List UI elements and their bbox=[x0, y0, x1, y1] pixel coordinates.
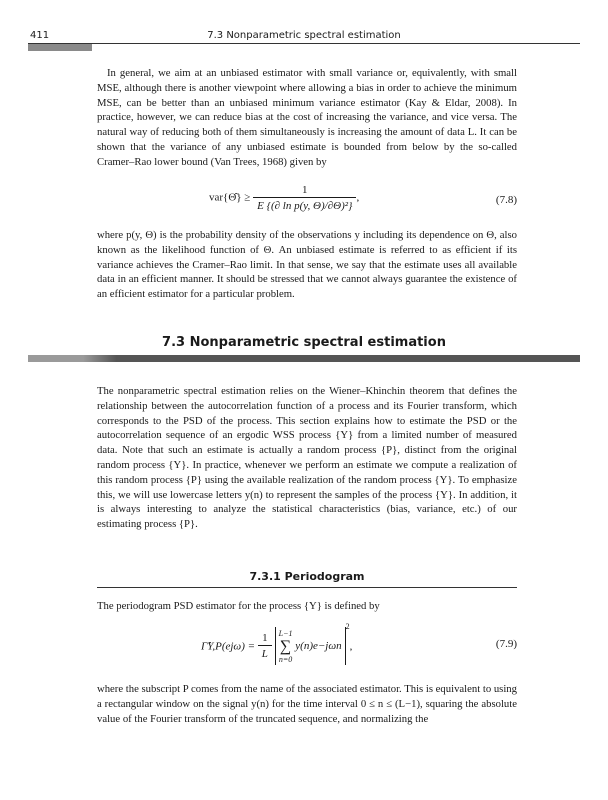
eq79-fraction bbox=[258, 632, 272, 660]
paragraph-likelihood bbox=[97, 228, 517, 302]
paragraph-periodogram-intro bbox=[97, 599, 517, 614]
eq78-tail: , bbox=[356, 191, 360, 204]
section-bar bbox=[28, 355, 580, 362]
paragraph-nonparametric bbox=[97, 384, 517, 532]
section-title: 7.3 Nonparametric spectral estimation bbox=[162, 335, 446, 350]
subsection-title: 7.3.1 Periodogram bbox=[249, 570, 365, 583]
header-tab-marker bbox=[28, 44, 92, 51]
eq79-sum-lower: n=0 bbox=[278, 654, 293, 664]
eq79-frac-num: 1 bbox=[258, 632, 272, 646]
sigma-icon: ∑ bbox=[279, 637, 292, 655]
eq78-fraction bbox=[253, 184, 356, 212]
eq79-summand: y(n)e−jωn bbox=[295, 640, 342, 653]
paragraph-text: The periodogram PSD estimator for the process {Y} is defined by bbox=[97, 600, 380, 612]
eq78-numerator: 1 bbox=[253, 184, 356, 198]
paragraph-periodogram-detail bbox=[97, 682, 517, 726]
subsection-rule bbox=[97, 587, 517, 588]
eq78-number: (7.8) bbox=[495, 194, 517, 206]
eq78-lhs: var{Θ̂} ≥ bbox=[209, 191, 251, 204]
eq79-tail: , bbox=[349, 640, 353, 653]
eq79-sum bbox=[279, 629, 293, 665]
eq79-frac-den: L bbox=[261, 648, 268, 661]
subsection-heading bbox=[97, 570, 517, 588]
page-header bbox=[28, 0, 580, 45]
paragraph-text: The nonparametric spectral estimation relies on the Wiener–Khinchin theorem that defines the relationship between the autocorrelation function of a process and its Fourier transform, which corresponds to the PSD of the process. This section explains how to estimate the PSD or the autocorrelation sequence of an ergodic WSS process {Y} from a limited number of measured data. Note that such an estimate is actually a random process {P}, distinct from the original random process {Y}. In practice, whenever we perform an estimate we compute a realization of this random process {P} using the available realization of the random process {Y}. To emphasize this, we will use lowercase letters y(n) to represent the samples of the process {Y}. In addition, it is always interesting to analyze the statistical characteristics (bias, variance, etc.) of our estimating process {P}. bbox=[97, 385, 517, 531]
eq78-denominator: E {(∂ ln p(y, Θ)/∂Θ)²} bbox=[257, 200, 353, 212]
eq79-lhs: Γ̂Y,P(ejω) = bbox=[201, 640, 256, 653]
paragraph-text: where the subscript P comes from the name of the associated estimator. This is equivalent to using a rectangular window on the signal y(n) for the time interval 0 ≤ n ≤ (L−1), squaring the absolute value of the Fourier transform of the truncated sequence, and normalizing the bbox=[97, 683, 517, 725]
page-number: 411 bbox=[30, 30, 50, 41]
eq79-number: (7.9) bbox=[495, 638, 517, 650]
eq79-sum-upper: L−1 bbox=[278, 628, 293, 638]
paragraph-text: In general, we aim at an unbiased estimator with small variance or, equivalently, with small MSE, although there is another viewpoint where allowing a bias in order to achieve the minimum MSE, can be better than an unbiased minimum variance estimator (Kay & Eldar, 2008). In practice, however, we can reduce bias at the cost of increasing the variance, and vice versa. The natural way of reducing both of them simultaneously is increasing the amount of data L. It can be shown that the variance of any unbiased estimate is bounded from below by the so-called Cramer–Rao lower bound (Van Trees, 1968) given by bbox=[97, 67, 517, 168]
running-head: 7.3 Nonparametric spectral estimation bbox=[207, 30, 401, 41]
eq79-power: 2 bbox=[345, 622, 350, 631]
eq79-absolute-value bbox=[275, 627, 346, 665]
paragraph-intro bbox=[97, 66, 517, 170]
equation-7-9 bbox=[97, 622, 517, 672]
paragraph-text: where p(y, Θ) is the probability density of the observations y including its dependence on Θ, also known as the likelihood function of Θ. An unbiased estimate is referred to as efficient if its variance achieves the Cramer–Rao limit. In that sense, we say that the estimate uses all available data in an efficient manner. It should be stressed that we cannot always guarantee the existence of an efficient estimator for a particular problem. bbox=[97, 229, 517, 301]
header-rule bbox=[28, 43, 580, 44]
